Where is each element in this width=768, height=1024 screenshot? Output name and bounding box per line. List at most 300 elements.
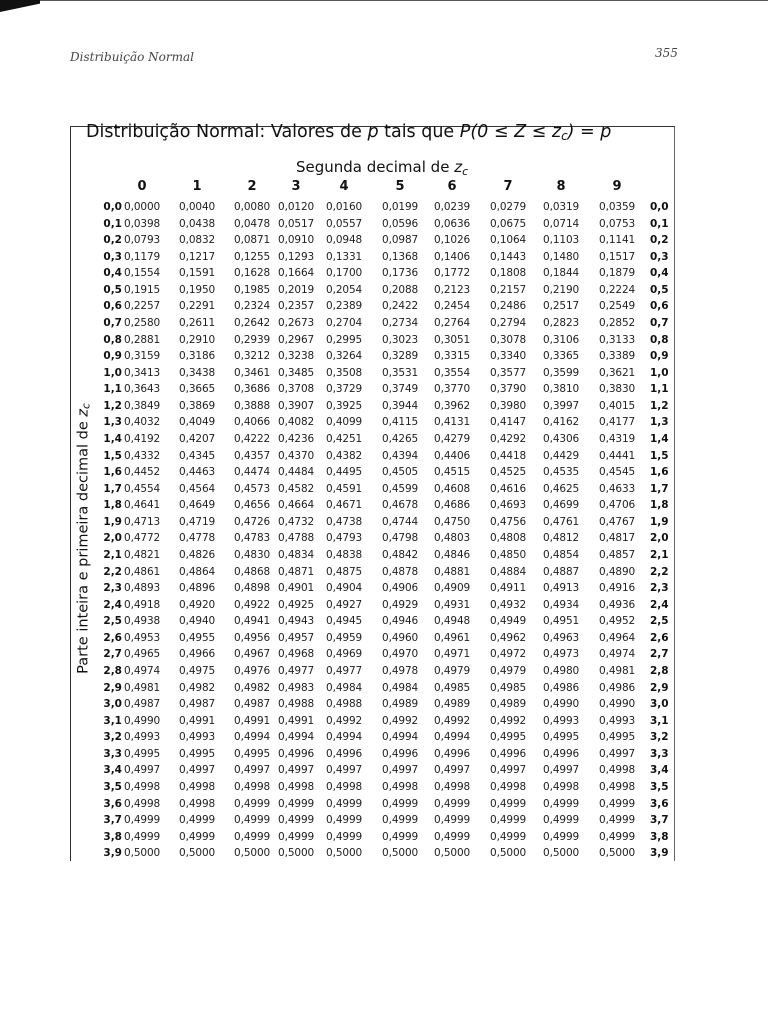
table-cell: 0,1700 bbox=[326, 267, 363, 280]
table-cell: 0,3340 bbox=[490, 350, 527, 363]
table-cell: 0,4985 bbox=[434, 681, 471, 694]
table-cell: 0,2995 bbox=[326, 333, 363, 346]
table-cell: 0,4904 bbox=[326, 582, 363, 595]
table-cell: 0,4996 bbox=[382, 747, 419, 760]
table-cell: 0,4495 bbox=[326, 466, 363, 479]
table-cell: 0,4925 bbox=[278, 598, 315, 611]
top-rule bbox=[40, 0, 768, 1]
table-cell: 0,4591 bbox=[326, 482, 363, 495]
row-label-left: 3,6 bbox=[103, 797, 122, 810]
table-cell: 0,5000 bbox=[434, 847, 471, 860]
table-cell: 0,3289 bbox=[382, 350, 419, 363]
table-cell: 0,4999 bbox=[179, 814, 216, 827]
table-cell: 0,0832 bbox=[179, 234, 216, 247]
row-label-right: 2,6 bbox=[650, 631, 669, 644]
table-cell: 0,2967 bbox=[278, 333, 315, 346]
table-cell: 0,3315 bbox=[434, 350, 471, 363]
table-cell: 0,2517 bbox=[543, 300, 580, 313]
table-cell: 0,4952 bbox=[599, 615, 636, 628]
table-cell: 0,3729 bbox=[326, 383, 363, 396]
table-cell: 0,2389 bbox=[326, 300, 363, 313]
table-cell: 0,3554 bbox=[434, 366, 471, 379]
table-cell: 0,4963 bbox=[543, 631, 580, 644]
table-cell: 0,4738 bbox=[326, 515, 363, 528]
table-cell: 0,4994 bbox=[326, 731, 363, 744]
table-cell: 0,4357 bbox=[234, 449, 271, 462]
table-cell: 0,4995 bbox=[543, 731, 580, 744]
table-cell: 0,4913 bbox=[543, 582, 580, 595]
table-cell: 0,4988 bbox=[278, 698, 315, 711]
table-cell: 0,3106 bbox=[543, 333, 580, 346]
table-cell: 0,2764 bbox=[434, 316, 471, 329]
table-cell: 0,4808 bbox=[490, 532, 527, 545]
table-title-formula-sub: c bbox=[561, 129, 568, 143]
table-cell: 0,4999 bbox=[382, 797, 419, 810]
table-cell: 0,5000 bbox=[124, 847, 161, 860]
table-cell: 0,4979 bbox=[490, 664, 527, 677]
table-cell: 0,4251 bbox=[326, 432, 363, 445]
table-cell: 0,4989 bbox=[382, 698, 419, 711]
running-head: Distribuição Normal bbox=[70, 50, 195, 64]
row-label-right: 0,1 bbox=[650, 217, 669, 230]
table-cell: 0,4957 bbox=[278, 631, 315, 644]
row-label-right: 1,9 bbox=[650, 515, 669, 528]
table-cell: 0,4999 bbox=[382, 814, 419, 827]
table-cell: 0,2357 bbox=[278, 300, 315, 313]
row-label-left: 0,6 bbox=[103, 300, 122, 313]
table-cell: 0,1844 bbox=[543, 267, 580, 280]
table-cell: 0,1368 bbox=[382, 250, 419, 263]
subtitle-text: Segunda decimal de bbox=[296, 158, 455, 176]
table-cell: 0,2910 bbox=[179, 333, 216, 346]
table-cell: 0,4998 bbox=[434, 780, 471, 793]
table-cell: 0,4964 bbox=[599, 631, 636, 644]
table-cell: 0,4984 bbox=[326, 681, 363, 694]
row-label-left: 2,6 bbox=[103, 631, 122, 644]
table-cell: 0,3485 bbox=[278, 366, 315, 379]
table-cell: 0,4997 bbox=[179, 764, 216, 777]
table-cell: 0,3643 bbox=[124, 383, 161, 396]
table-cell: 0,3830 bbox=[599, 383, 636, 396]
table-cell: 0,4406 bbox=[434, 449, 471, 462]
table-title-start: Distribuição Normal: Valores de bbox=[86, 122, 368, 142]
table-cell: 0,4793 bbox=[326, 532, 363, 545]
table-cell: 0,3708 bbox=[278, 383, 315, 396]
row-label-left: 1,4 bbox=[103, 432, 122, 445]
table-cell: 0,4319 bbox=[599, 432, 636, 445]
table-cell: 0,1331 bbox=[326, 250, 363, 263]
table-cell: 0,2794 bbox=[490, 316, 527, 329]
table-cell: 0,4911 bbox=[490, 582, 527, 595]
table-cell: 0,5000 bbox=[234, 847, 271, 860]
row-label-right: 3,2 bbox=[650, 731, 669, 744]
table-cell: 0,4656 bbox=[234, 499, 271, 512]
table-cell: 0,4982 bbox=[234, 681, 271, 694]
row-label-right: 1,6 bbox=[650, 466, 669, 479]
table-cell: 0,4996 bbox=[434, 747, 471, 760]
table-cell: 0,2422 bbox=[382, 300, 419, 313]
table-cell: 0,4955 bbox=[179, 631, 216, 644]
table-cell: 0,3997 bbox=[543, 399, 580, 412]
table-cell: 0,4906 bbox=[382, 582, 419, 595]
table-cell: 0,4693 bbox=[490, 499, 527, 512]
row-label-right: 2,1 bbox=[650, 548, 669, 561]
table-cell: 0,4956 bbox=[234, 631, 271, 644]
table-cell: 0,4222 bbox=[234, 432, 271, 445]
table-cell: 0,4999 bbox=[543, 830, 580, 843]
table-cell: 0,4066 bbox=[234, 416, 271, 429]
table-cell: 0,4772 bbox=[124, 532, 161, 545]
table-cell: 0,4991 bbox=[278, 714, 315, 727]
table-cell: 0,4994 bbox=[234, 731, 271, 744]
table-cell: 0,4997 bbox=[234, 764, 271, 777]
row-label-left: 0,7 bbox=[103, 316, 122, 329]
table-cell: 0,4995 bbox=[234, 747, 271, 760]
table-cell: 0,4998 bbox=[326, 780, 363, 793]
table-cell: 0,4474 bbox=[234, 466, 271, 479]
table-cell: 0,4265 bbox=[382, 432, 419, 445]
table-cell: 0,4960 bbox=[382, 631, 419, 644]
row-label-left: 0,1 bbox=[103, 217, 122, 230]
table-cell: 0,0557 bbox=[326, 217, 363, 230]
table-cell: 0,4938 bbox=[124, 615, 161, 628]
column-header-6: 6 bbox=[447, 179, 457, 194]
table-cell: 0,1141 bbox=[599, 234, 636, 247]
table-cell: 0,3389 bbox=[599, 350, 636, 363]
row-label-left: 3,5 bbox=[103, 780, 122, 793]
row-label-left: 2,1 bbox=[103, 548, 122, 561]
table-cell: 0,4959 bbox=[326, 631, 363, 644]
column-header-5: 5 bbox=[395, 179, 405, 194]
table-cell: 0,4999 bbox=[490, 830, 527, 843]
row-label-right: 0,5 bbox=[650, 283, 669, 296]
row-label-right: 0,8 bbox=[650, 333, 669, 346]
table-cell: 0,4965 bbox=[124, 648, 161, 661]
table-cell: 0,3133 bbox=[599, 333, 636, 346]
table-cell: 0,4998 bbox=[543, 780, 580, 793]
table-cell: 0,4713 bbox=[124, 515, 161, 528]
table-cell: 0,1103 bbox=[543, 234, 580, 247]
table-cell: 0,4177 bbox=[599, 416, 636, 429]
table-cell: 0,4998 bbox=[234, 780, 271, 793]
table-cell: 0,4998 bbox=[490, 780, 527, 793]
table-cell: 0,3051 bbox=[434, 333, 471, 346]
table-title-formula-start: P(0 ≤ Z ≤ z bbox=[459, 122, 562, 142]
table-cell: 0,2486 bbox=[490, 300, 527, 313]
side-axis-label bbox=[76, 259, 93, 819]
table-cell: 0,1064 bbox=[490, 234, 527, 247]
table-cell: 0,4999 bbox=[234, 830, 271, 843]
table-cell: 0,4999 bbox=[543, 814, 580, 827]
table-cell: 0,4936 bbox=[599, 598, 636, 611]
table-cell: 0,4949 bbox=[490, 615, 527, 628]
table-cell: 0,0279 bbox=[490, 201, 527, 213]
table-cell: 0,4920 bbox=[179, 598, 216, 611]
table-cell: 0,4988 bbox=[326, 698, 363, 711]
table-cell: 0,0239 bbox=[434, 201, 471, 213]
row-label-right: 1,7 bbox=[650, 482, 669, 495]
table-cell: 0,4732 bbox=[278, 515, 315, 528]
table-cell: 0,5000 bbox=[382, 847, 419, 860]
table-title-mid: tais que bbox=[378, 122, 460, 142]
table-cell: 0,4999 bbox=[434, 830, 471, 843]
row-label-left: 0,5 bbox=[103, 283, 122, 296]
table-cell: 0,4817 bbox=[599, 532, 636, 545]
table-cell: 0,4999 bbox=[543, 797, 580, 810]
table-cell: 0,4803 bbox=[434, 532, 471, 545]
table-cell: 0,4987 bbox=[124, 698, 161, 711]
column-header-1: 1 bbox=[192, 179, 202, 194]
column-header-3: 3 bbox=[291, 179, 301, 194]
table-cell: 0,4990 bbox=[124, 714, 161, 727]
table-cell: 0,4441 bbox=[599, 449, 636, 462]
table-cell: 0,4918 bbox=[124, 598, 161, 611]
table-cell: 0,0517 bbox=[278, 217, 315, 230]
row-label-left: 3,7 bbox=[103, 814, 122, 827]
table-cell: 0,2224 bbox=[599, 283, 636, 296]
table-cell: 0,4756 bbox=[490, 515, 527, 528]
table-cell: 0,4616 bbox=[490, 482, 527, 495]
table-cell: 0,4452 bbox=[124, 466, 161, 479]
table-cell: 0,4980 bbox=[543, 664, 580, 677]
table-cell: 0,4545 bbox=[599, 466, 636, 479]
table-cell: 0,3925 bbox=[326, 399, 363, 412]
row-label-right: 1,2 bbox=[650, 399, 669, 412]
table-cell: 0,4968 bbox=[278, 648, 315, 661]
table-cell: 0,4998 bbox=[278, 780, 315, 793]
row-label-right: 1,5 bbox=[650, 449, 669, 462]
table-cell: 0,3944 bbox=[382, 399, 419, 412]
row-label-right: 2,2 bbox=[650, 565, 669, 578]
table-cell: 0,2852 bbox=[599, 316, 636, 329]
table-cell: 0,4861 bbox=[124, 565, 161, 578]
table-cell: 0,4982 bbox=[179, 681, 216, 694]
table-cell: 0,1179 bbox=[124, 250, 161, 263]
table-cell: 0,4999 bbox=[326, 830, 363, 843]
table-cell: 0,1879 bbox=[599, 267, 636, 280]
table-cell: 0,4868 bbox=[234, 565, 271, 578]
table-cell: 0,4608 bbox=[434, 482, 471, 495]
table-cell: 0,4573 bbox=[234, 482, 271, 495]
table-cell: 0,4429 bbox=[543, 449, 580, 462]
table-cell: 0,4332 bbox=[124, 449, 161, 462]
table-cell: 0,4798 bbox=[382, 532, 419, 545]
table-cell: 0,4846 bbox=[434, 548, 471, 561]
row-label-right: 0,0 bbox=[650, 201, 669, 213]
table-cell: 0,5000 bbox=[599, 847, 636, 860]
table-cell: 0,4394 bbox=[382, 449, 419, 462]
table-cell: 0,4999 bbox=[599, 797, 636, 810]
table-cell: 0,4977 bbox=[326, 664, 363, 677]
row-label-right: 1,8 bbox=[650, 499, 669, 512]
table-cell: 0,4564 bbox=[179, 482, 216, 495]
table-cell: 0,0596 bbox=[382, 217, 419, 230]
table-cell: 0,4993 bbox=[543, 714, 580, 727]
table-cell: 0,4999 bbox=[434, 814, 471, 827]
column-header-2: 2 bbox=[247, 179, 257, 194]
table-cell: 0,4932 bbox=[490, 598, 527, 611]
table-cell: 0,4974 bbox=[599, 648, 636, 661]
column-header-7: 7 bbox=[503, 179, 513, 194]
table-cell: 0,2088 bbox=[382, 283, 419, 296]
table-cell: 0,4995 bbox=[124, 747, 161, 760]
table-cell: 0,4484 bbox=[278, 466, 315, 479]
table-cell: 0,3665 bbox=[179, 383, 216, 396]
table-cell: 0,4306 bbox=[543, 432, 580, 445]
table-cell: 0,1443 bbox=[490, 250, 527, 263]
table-cell: 0,4998 bbox=[124, 780, 161, 793]
table-cell: 0,0000 bbox=[124, 201, 161, 213]
table-cell: 0,3212 bbox=[234, 350, 271, 363]
table-cell: 0,1915 bbox=[124, 283, 161, 296]
table-cell: 0,4990 bbox=[543, 698, 580, 711]
table-cell: 0,3438 bbox=[179, 366, 216, 379]
side-label-var: z bbox=[75, 408, 92, 417]
table-cell: 0,0793 bbox=[124, 234, 161, 247]
table-cell: 0,2054 bbox=[326, 283, 363, 296]
row-label-right: 1,4 bbox=[650, 432, 669, 445]
table-cell: 0,3980 bbox=[490, 399, 527, 412]
table-cell: 0,4535 bbox=[543, 466, 580, 479]
table-cell: 0,2704 bbox=[326, 316, 363, 329]
row-label-left: 3,2 bbox=[103, 731, 122, 744]
row-label-right: 0,6 bbox=[650, 300, 669, 313]
table-cell: 0,4995 bbox=[179, 747, 216, 760]
table-cell: 0,2673 bbox=[278, 316, 315, 329]
row-label-right: 3,6 bbox=[650, 797, 669, 810]
table-cell: 0,1517 bbox=[599, 250, 636, 263]
row-label-left: 3,9 bbox=[103, 847, 122, 860]
table-cell: 0,3770 bbox=[434, 383, 471, 396]
table-cell: 0,4418 bbox=[490, 449, 527, 462]
row-label-left: 3,8 bbox=[103, 830, 122, 843]
table-cell: 0,3888 bbox=[234, 399, 271, 412]
row-label-right: 3,5 bbox=[650, 780, 669, 793]
table-cell: 0,4999 bbox=[434, 797, 471, 810]
table-cell: 0,1628 bbox=[234, 267, 271, 280]
table-cell: 0,4997 bbox=[599, 747, 636, 760]
table-cell: 0,1293 bbox=[278, 250, 315, 263]
table-cell: 0,0199 bbox=[382, 201, 419, 213]
table-cell: 0,3461 bbox=[234, 366, 271, 379]
table-cell: 0,1591 bbox=[179, 267, 216, 280]
row-label-right: 3,4 bbox=[650, 764, 669, 777]
table-cell: 0,3810 bbox=[543, 383, 580, 396]
row-label-right: 0,9 bbox=[650, 350, 669, 363]
table-cell: 0,4946 bbox=[382, 615, 419, 628]
table-cell: 0,4961 bbox=[434, 631, 471, 644]
subtitle-var: z bbox=[454, 158, 463, 176]
row-label-left: 0,8 bbox=[103, 333, 122, 346]
table-cell: 0,0160 bbox=[326, 201, 363, 213]
table-cell: 0,3238 bbox=[278, 350, 315, 363]
table-cell: 0,5000 bbox=[179, 847, 216, 860]
table-cell: 0,4671 bbox=[326, 499, 363, 512]
table-cell: 0,4999 bbox=[490, 814, 527, 827]
table-cell: 0,3577 bbox=[490, 366, 527, 379]
table-cell: 0,0636 bbox=[434, 217, 471, 230]
table-cell: 0,4370 bbox=[278, 449, 315, 462]
table-cell: 0,4970 bbox=[382, 648, 419, 661]
table-title-p: p bbox=[367, 122, 379, 142]
table-cell: 0,1950 bbox=[179, 283, 216, 296]
table-cell: 0,0359 bbox=[599, 201, 636, 213]
table-cell: 0,4997 bbox=[382, 764, 419, 777]
table-cell: 0,4995 bbox=[599, 731, 636, 744]
row-label-left: 1,3 bbox=[103, 416, 122, 429]
table-cell: 0,4875 bbox=[326, 565, 363, 578]
table-cell: 0,4998 bbox=[179, 797, 216, 810]
table-cell: 0,2611 bbox=[179, 316, 216, 329]
table-cell: 0,3023 bbox=[382, 333, 419, 346]
table-cell: 0,2823 bbox=[543, 316, 580, 329]
table-cell: 0,3508 bbox=[326, 366, 363, 379]
table-cell: 0,4948 bbox=[434, 615, 471, 628]
table-cell: 0,0319 bbox=[543, 201, 580, 213]
table-cell: 0,4969 bbox=[326, 648, 363, 661]
table-cell: 0,4830 bbox=[234, 548, 271, 561]
table-cell: 0,4941 bbox=[234, 615, 271, 628]
table-cell: 0,4994 bbox=[278, 731, 315, 744]
row-label-left: 0,2 bbox=[103, 234, 122, 247]
row-label-left: 0,4 bbox=[103, 267, 122, 280]
page-number: 355 bbox=[655, 46, 678, 60]
table-cell: 0,4871 bbox=[278, 565, 315, 578]
table-cell: 0,1026 bbox=[434, 234, 471, 247]
table-cell: 0,5000 bbox=[543, 847, 580, 860]
table-cell: 0,4998 bbox=[382, 780, 419, 793]
table-cell: 0,4162 bbox=[543, 416, 580, 429]
row-label-right: 2,5 bbox=[650, 615, 669, 628]
table-cell: 0,4292 bbox=[490, 432, 527, 445]
row-label-left: 1,8 bbox=[103, 499, 122, 512]
table-cell: 0,3264 bbox=[326, 350, 363, 363]
row-label-right: 3,7 bbox=[650, 814, 669, 827]
table-cell: 0,2549 bbox=[599, 300, 636, 313]
table-cell: 0,4994 bbox=[434, 731, 471, 744]
table-cell: 0,3907 bbox=[278, 399, 315, 412]
table-cell: 0,2157 bbox=[490, 283, 527, 296]
row-label-right: 2,8 bbox=[650, 664, 669, 677]
row-label-left: 1,5 bbox=[103, 449, 122, 462]
table-cell: 0,4783 bbox=[234, 532, 271, 545]
row-label-left: 2,2 bbox=[103, 565, 122, 578]
table-cell: 0,0120 bbox=[278, 201, 315, 213]
table-cell: 0,4686 bbox=[434, 499, 471, 512]
table-cell: 0,4236 bbox=[278, 432, 315, 445]
table-cell: 0,2881 bbox=[124, 333, 161, 346]
table-cell: 0,3686 bbox=[234, 383, 271, 396]
table-cell: 0,4842 bbox=[382, 548, 419, 561]
table-cell: 0,4989 bbox=[434, 698, 471, 711]
table-cell: 0,0478 bbox=[234, 217, 271, 230]
row-label-left: 3,1 bbox=[103, 714, 122, 727]
table-cell: 0,4999 bbox=[124, 830, 161, 843]
table-cell: 0,4719 bbox=[179, 515, 216, 528]
row-label-left: 2,5 bbox=[103, 615, 122, 628]
table-cell: 0,4992 bbox=[434, 714, 471, 727]
table-cell: 0,4821 bbox=[124, 548, 161, 561]
table-cell: 0,4788 bbox=[278, 532, 315, 545]
table-cell: 0,4032 bbox=[124, 416, 161, 429]
table-cell: 0,4990 bbox=[599, 698, 636, 711]
table-cell: 0,4967 bbox=[234, 648, 271, 661]
table-cell: 0,4940 bbox=[179, 615, 216, 628]
table-cell: 0,4744 bbox=[382, 515, 419, 528]
table-cell: 0,4989 bbox=[490, 698, 527, 711]
row-label-right: 3,1 bbox=[650, 714, 669, 727]
table-cell: 0,4463 bbox=[179, 466, 216, 479]
